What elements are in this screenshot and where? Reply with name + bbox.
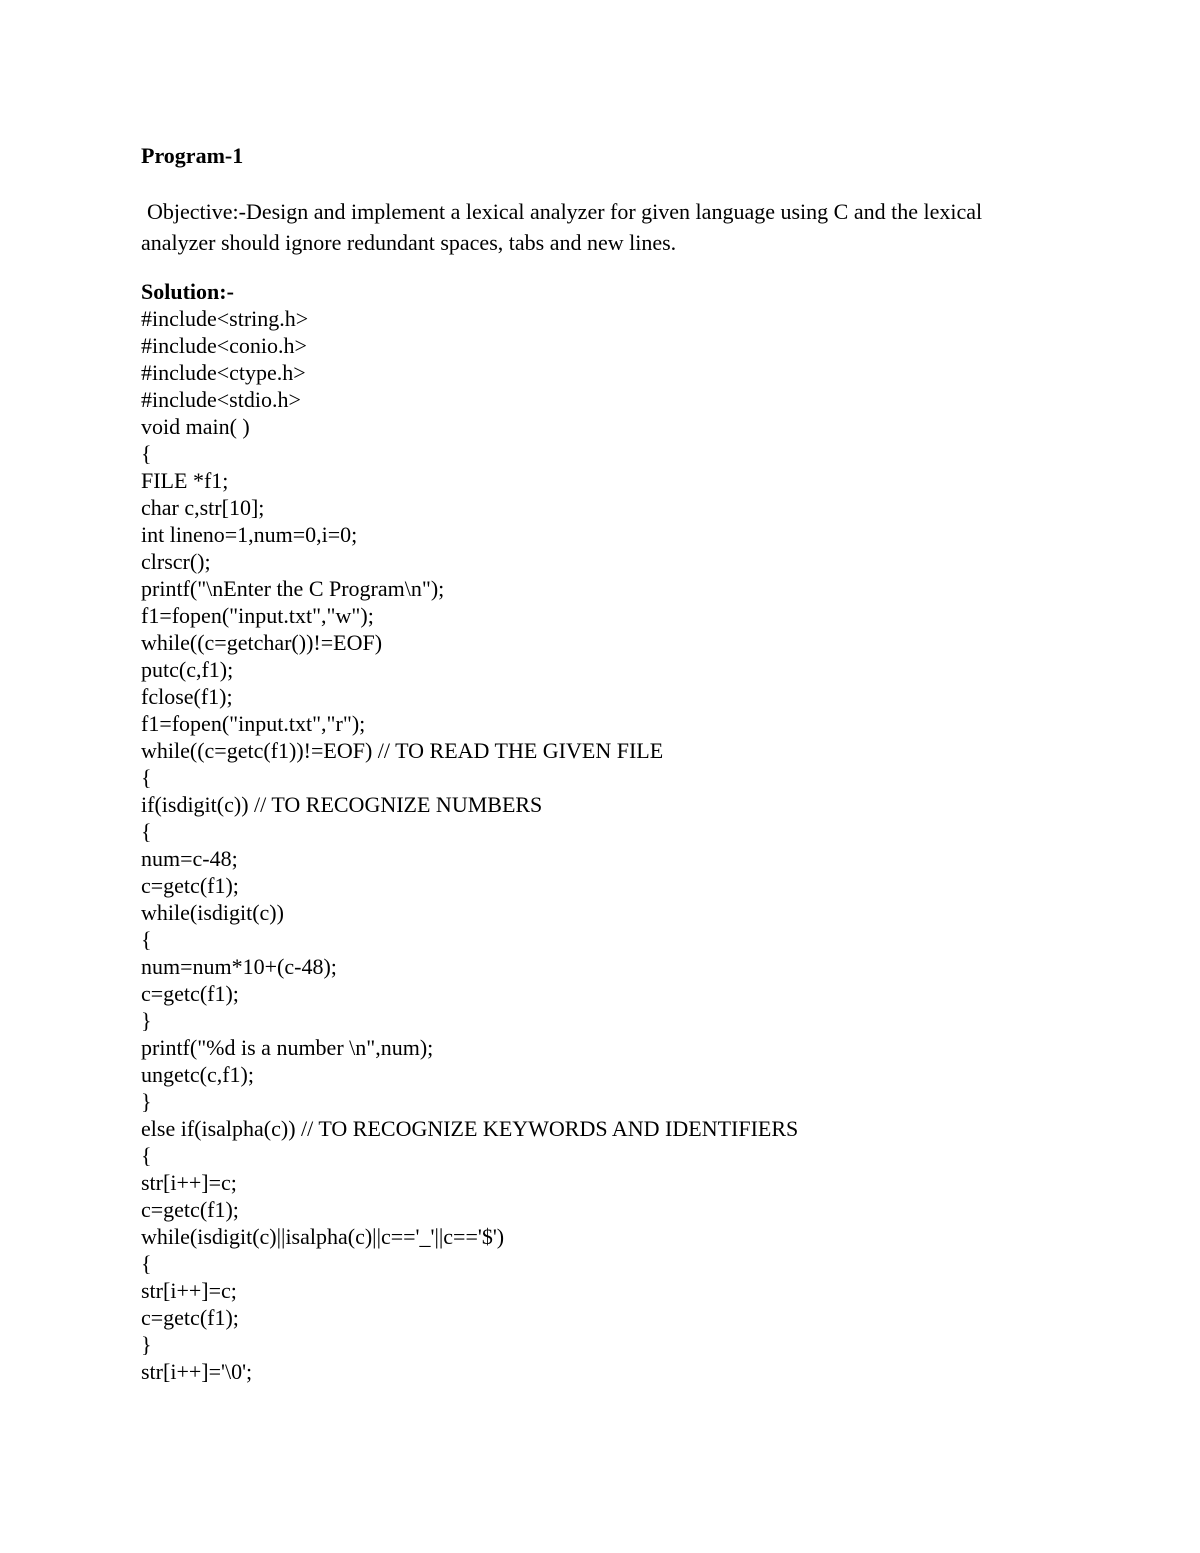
code-line: fclose(f1);: [141, 684, 233, 709]
code-line: str[i++]=c;: [141, 1170, 237, 1195]
code-line: c=getc(f1);: [141, 1197, 239, 1222]
code-line: c=getc(f1);: [141, 1305, 239, 1330]
code-line: }: [141, 1332, 152, 1357]
code-line: f1=fopen("input.txt","r");: [141, 711, 366, 736]
code-line: f1=fopen("input.txt","w");: [141, 603, 374, 628]
code-line: {: [141, 1251, 152, 1276]
code-line: void main( ): [141, 414, 250, 439]
code-line: if(isdigit(c)) // TO RECOGNIZE NUMBERS: [141, 792, 543, 817]
code-line: printf("%d is a number \n",num);: [141, 1035, 434, 1060]
objective-paragraph: [141, 196, 1071, 258]
code-line: {: [141, 927, 152, 952]
code-line: {: [141, 441, 152, 466]
code-line: putc(c,f1);: [141, 657, 234, 682]
objective-line-2: analyzer should ignore redundant spaces, tabs and new lines.: [141, 230, 677, 255]
code-line: #include<conio.h>: [141, 333, 307, 358]
code-line: ungetc(c,f1);: [141, 1062, 254, 1087]
code-line: char c,str[10];: [141, 495, 265, 520]
code-line: #include<stdio.h>: [141, 387, 301, 412]
code-line: str[i++]=c;: [141, 1278, 237, 1303]
code-line: }: [141, 1089, 152, 1114]
code-line: while(isdigit(c)||isalpha(c)||c=='_'||c=='$'): [141, 1224, 505, 1249]
code-line: }: [141, 1008, 152, 1033]
code-line: #include<ctype.h>: [141, 360, 306, 385]
solution-label: Solution:-: [141, 279, 234, 304]
code-line: clrscr();: [141, 549, 211, 574]
code-line: int lineno=1,num=0,i=0;: [141, 522, 358, 547]
code-line: num=c-48;: [141, 846, 238, 871]
code-line: while(isdigit(c)): [141, 900, 284, 925]
code-line: {: [141, 819, 152, 844]
code-line: else if(isalpha(c)) // TO RECOGNIZE KEYWORDS AND IDENTIFIERS: [141, 1116, 799, 1141]
code-line: c=getc(f1);: [141, 981, 239, 1006]
code-line: FILE *f1;: [141, 468, 229, 493]
code-line: str[i++]='\0';: [141, 1359, 253, 1384]
code-line: #include<string.h>: [141, 306, 309, 331]
code-line: c=getc(f1);: [141, 873, 239, 898]
code-line: num=num*10+(c-48);: [141, 954, 337, 979]
code-line: while((c=getc(f1))!=EOF) // TO READ THE GIVEN FILE: [141, 738, 664, 763]
program-heading: Program-1: [141, 143, 244, 168]
code-listing: [141, 305, 798, 1385]
code-line: while((c=getchar())!=EOF): [141, 630, 383, 655]
code-line: {: [141, 1143, 152, 1168]
objective-line-1: Objective:-Design and implement a lexical analyzer for given language using C and the lexical: [147, 199, 983, 224]
code-line: {: [141, 765, 152, 790]
code-line: printf("\nEnter the C Program\n");: [141, 576, 445, 601]
